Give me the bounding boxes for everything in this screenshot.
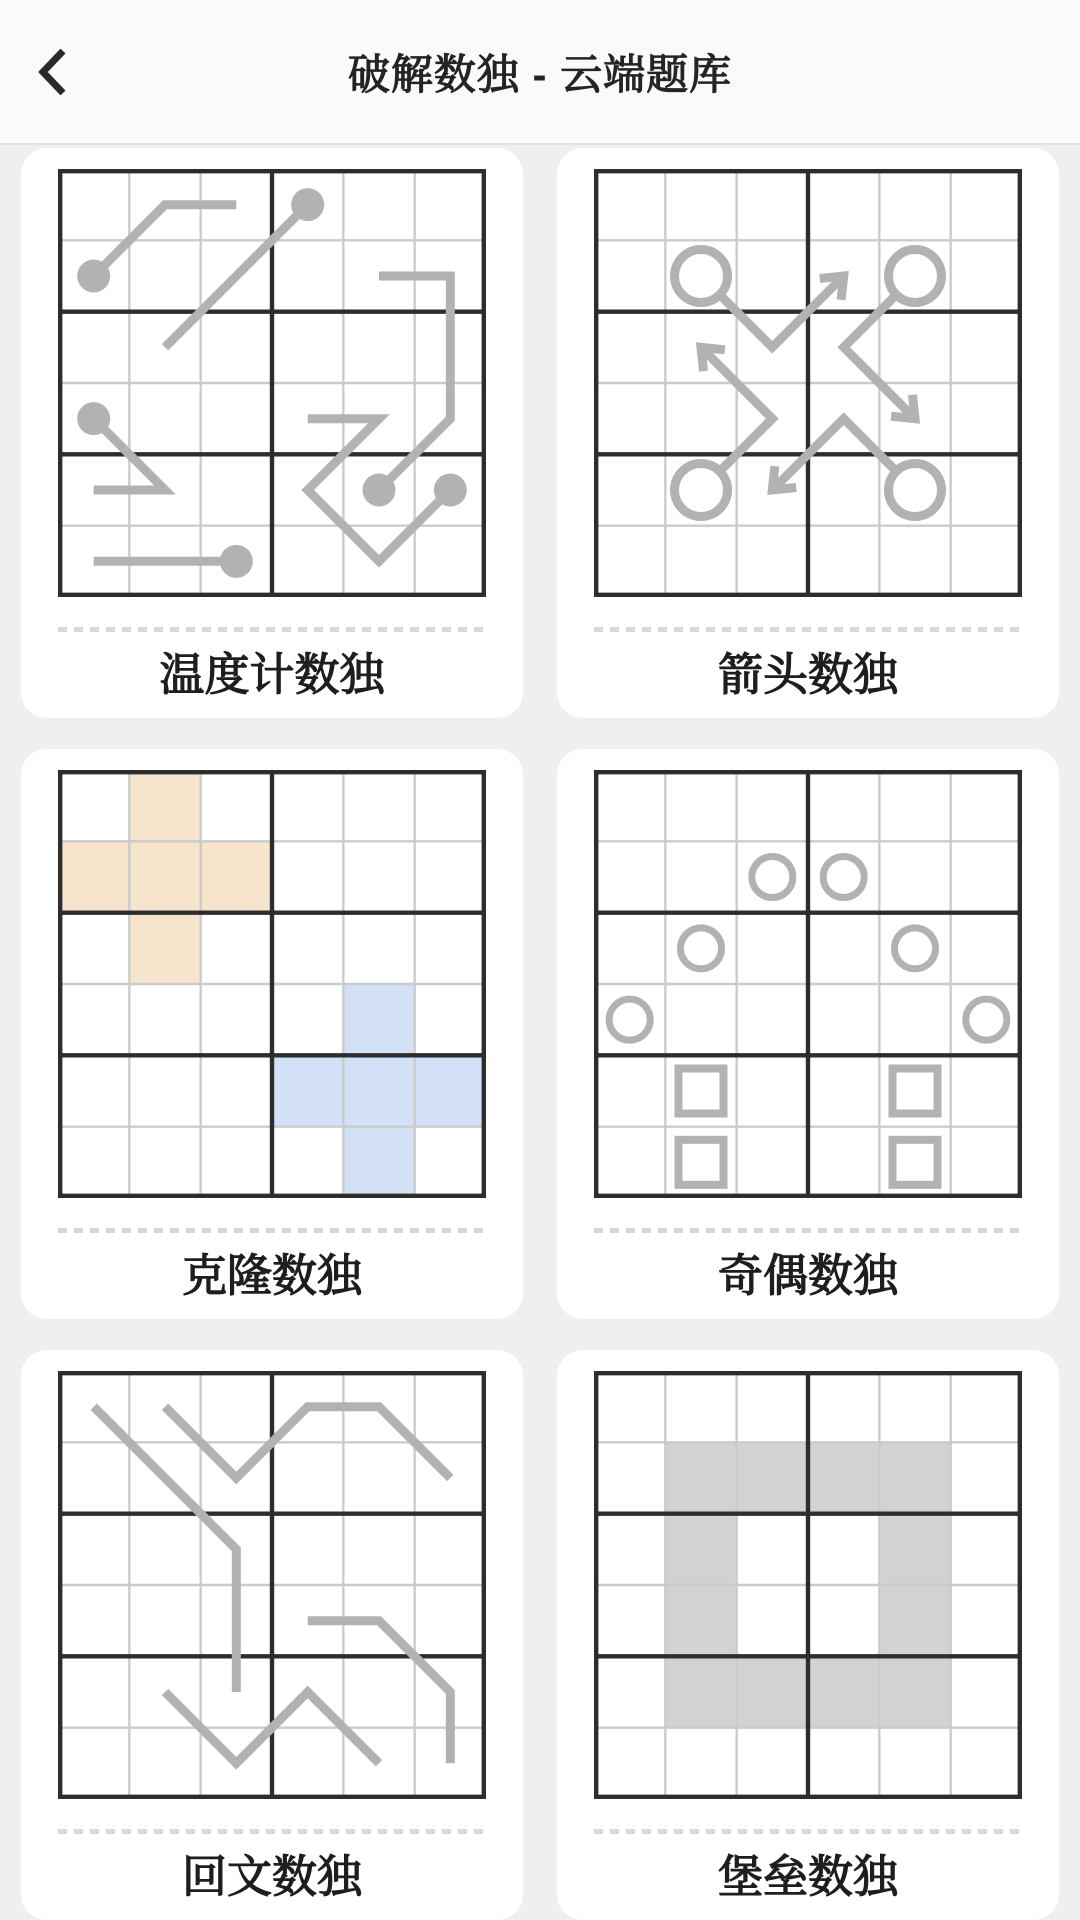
puzzle-card-label: 回文数独 (181, 1851, 362, 1902)
puzzle-card-label: 奇偶数独 (717, 1250, 898, 1301)
dashed-divider (58, 1228, 486, 1233)
puzzle-card-label: 箭头数独 (717, 649, 898, 700)
puzzle-card-label: 堡垒数独 (717, 1851, 898, 1902)
oddeven-grid-preview (594, 770, 1022, 1198)
dashed-divider (594, 627, 1022, 632)
chevron-left-icon (38, 47, 68, 97)
thermometer-grid-preview (58, 169, 486, 597)
header (0, 0, 1080, 145)
dashed-divider (58, 1829, 486, 1834)
fortress-grid-preview (594, 1371, 1022, 1799)
page-title: 破解数独 - 云端题库 (347, 50, 733, 98)
puzzle-card-label: 克隆数独 (181, 1250, 362, 1301)
puzzle-card-arrow[interactable] (557, 148, 1059, 718)
dashed-divider (594, 1829, 1022, 1834)
back-button[interactable] (28, 37, 78, 107)
dashed-divider (58, 627, 486, 632)
puzzle-card-oddeven[interactable] (557, 749, 1059, 1319)
puzzle-card-palindrome[interactable] (21, 1350, 523, 1920)
arrow-grid-preview (594, 169, 1022, 597)
puzzle-card-list (0, 145, 1080, 1920)
puzzle-card-thermometer[interactable] (21, 148, 523, 718)
palindrome-grid-preview (58, 1371, 486, 1799)
dashed-divider (594, 1228, 1022, 1233)
clone-grid-preview (58, 770, 486, 1198)
puzzle-card-label: 温度计数独 (159, 649, 385, 700)
puzzle-card-fortress[interactable] (557, 1350, 1059, 1920)
puzzle-card-clone[interactable] (21, 749, 523, 1319)
